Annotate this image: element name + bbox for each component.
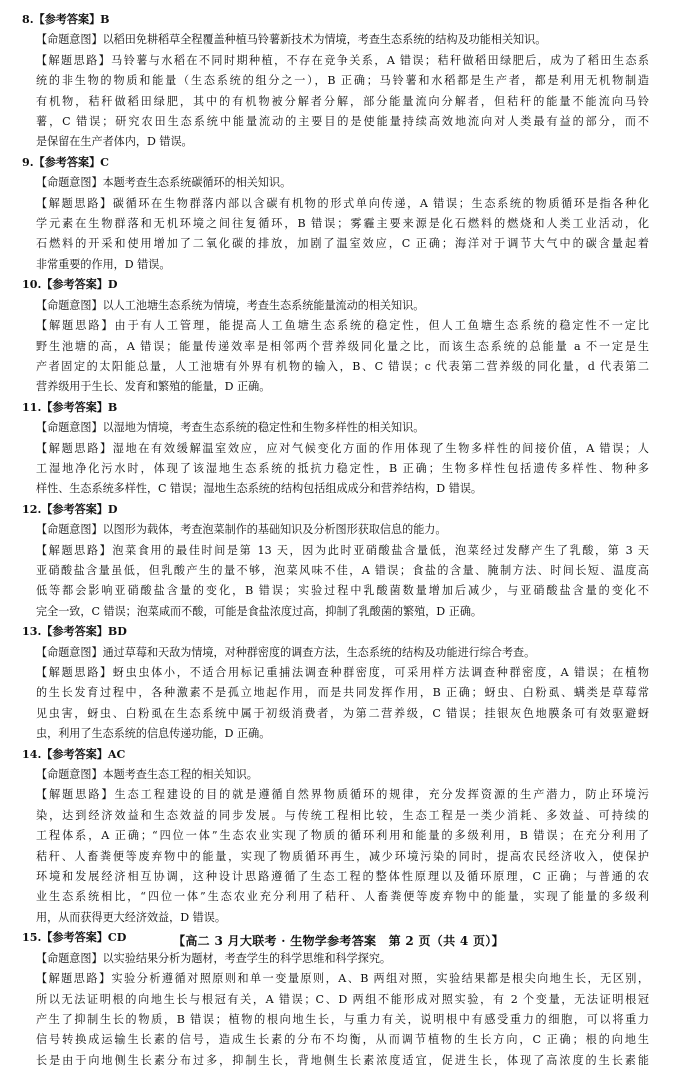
question-intent: 【命题意图】以稻田免耕稻草全程覆盖种植马铃薯新技术为情境，考查生态系统的结构及功能相关知识。	[36, 33, 547, 47]
analysis-line: 工湿地净化污水时，体现了该湿地生态系统的抵抗力稳定性，B 正确；生物多样性包括遗传多样性、物种多	[36, 461, 649, 475]
analysis-line: 营养级用于生长、发育和繁殖的能量，D 正确。	[36, 380, 271, 394]
analysis-line: 学元素在生物群落和无机环境之间往复循环，B 错误；雾霾主要来源是化石燃料的燃烧和人类工业活动，化	[36, 217, 649, 231]
analysis-line: 【解题思路】由于有人工管理，能提高人工鱼塘生态系统的稳定性，但人工鱼塘生态系统的稳定性不一定比	[36, 319, 649, 333]
question-intent: 【命题意图】本题考查生态系统碳循环的相关知识。	[36, 176, 292, 190]
analysis-line: 是保留在生产者体内，D 错误。	[36, 135, 193, 149]
analysis-line: 信号转换成运输生长素的信号，造成生长素的分布不均衡，从而调节植物的生长方向，C 正确；根的向地生	[36, 1033, 649, 1047]
question-block	[22, 10, 649, 153]
analysis-line: 【解题思路】蚜虫虫体小，不适合用标记重捕法调查种群密度，可采用样方法调查种群密度，A 错误；在植物	[36, 666, 649, 679]
page-footer: 【高二 3 月大联考 · 生物学参考答案 第 2 页（共 4 页）】	[173, 934, 504, 948]
analysis-line: 非常重要的作用，D 错误。	[36, 257, 171, 271]
analysis-line: 虫，利用了生态系统的信息传递功能，D 正确。	[36, 727, 271, 741]
question-number: 8.	[22, 13, 34, 26]
question-number: 9.	[22, 155, 34, 169]
analysis-line: 工程体系，A 正确；“四位一体”生态农业实现了物质的循环利用和能量的多级利用，B 错误；在充分利用了	[36, 829, 649, 843]
reference-answer: 【参考答案】CD	[41, 931, 127, 945]
analysis-line: 薯，C 错误；研究农田生态系统中能量流动的主要目的是使能量持续高效地流向对人类最有益的部分，而不	[36, 115, 649, 129]
reference-answer: 【参考答案】BD	[41, 625, 127, 639]
question-number: 11.	[22, 400, 42, 414]
question-number: 13.	[22, 625, 42, 639]
answer-line	[22, 622, 649, 642]
analysis-line: 低等都会影响亚硝酸盐含量的变化，B 错误；实验过程中乳酸菌数量增加后减少，与亚硝酸盐含量的变化不	[36, 584, 649, 598]
answer-line	[22, 275, 649, 295]
analysis-line: 【解题思路】生态工程建设的目的就是遵循自然界物质循环的规律，充分发挥资源的生产潜力，防止环境污	[36, 788, 649, 802]
question-block	[22, 153, 649, 275]
question-number: 14.	[22, 747, 42, 761]
reference-answer: 【参考答案】B	[33, 13, 110, 26]
analysis-line: 样性、生态系统多样性，C 错误；湿地生态系统的结构包括组成成分和营养结构，D 错误。	[36, 482, 483, 496]
answer-line	[22, 10, 649, 30]
analysis-line: 野生池塘的高，A 错误；能量传递效率是相邻两个营养级同化量之比，而该生态系统的总能量 a 不一定是生	[36, 339, 649, 353]
analysis-line: 业生态系统相比，“四位一体”生态农业充分利用了秸秆、人畜粪便等废弃物中的能量，实现了能量的多级利	[36, 890, 649, 904]
reference-answer: 【参考答案】AC	[41, 747, 126, 761]
analysis-line: 亚硝酸盐含量虽低，但乳酸产生的量不够，泡菜风味不佳，A 错误；食盐的含量、腌制方法、时间长短、温度高	[36, 563, 649, 577]
analysis-line: 【解题思路】碳循环在生物群落内部以含碳有机物的形式单向传递，A 错误；生态系统的物质循环是指各种化	[36, 196, 649, 210]
question-number: 12.	[22, 502, 42, 516]
analysis-line: 染，达到经济效益和生态效益的同步发展。与传统工程相比较，生态工程是一类少消耗、多效益、可持续的	[36, 808, 649, 822]
reference-answer: 【参考答案】D	[41, 278, 118, 292]
analysis-line: 【解题思路】湿地在有效缓解温室效应，应对气候变化方面的作用体现了生物多样性的间接价值，A 错误；人	[36, 441, 649, 455]
analysis-line: 的生长发育过程中，各种激素不是孤立地起作用，而是共同发挥作用，B 正确；蚜虫、白粉虱、螨类是草莓常	[36, 686, 649, 700]
question-intent: 【命题意图】以人工池塘生态系统为情境，考查生态系统能量流动的相关知识。	[36, 298, 425, 312]
answer-line	[22, 745, 649, 765]
reference-answer: 【参考答案】C	[33, 155, 109, 169]
analysis-line: 用，从而获得更大经济效益，D 错误。	[36, 910, 226, 924]
question-intent: 【命题意图】本题考查生态工程的相关知识。	[36, 768, 258, 782]
analysis-line: 所以无法证明根的向地生长与根冠有关，A 错误；C、D 两组不能形成对照实验，有 2 个变量，无法证明根冠	[36, 992, 649, 1006]
analysis-line: 【解题思路】泡菜食用的最佳时间是第 13 天，因为此时亚硝酸盐含量低，泡菜经过发酵产生了乳酸，第 3 天	[36, 543, 649, 557]
answer-line	[22, 500, 649, 520]
question-block	[22, 398, 649, 500]
analysis-line: 见虫害，蚜虫、白粉虱在生态系统中属于初级消费者，为第二营养级，C 错误；挂银灰色地膜条可有效驱避蚜	[36, 706, 649, 720]
analysis-line: 【解题思路】实验分析遵循对照原则和单一变量原则，A、B 两组对照，实验结果都是根尖向地生长，无区别，	[36, 972, 649, 986]
reference-answer: 【参考答案】B	[41, 400, 118, 414]
reference-answer: 【参考答案】D	[41, 502, 118, 516]
analysis-line: 环境和发展经济相互协调，这种设计思路遵循了生态工程的整体性原理以及循环原理，C 正确；与普通的农	[36, 870, 649, 884]
question-block	[22, 275, 649, 397]
question-number: 10.	[22, 278, 42, 292]
analysis-line: 产生了抑制生长的物质，B 错误；植物的根向地生长，与重力有关，说明根中有感受重力的细胞，可以将重力	[36, 1012, 649, 1026]
question-block	[22, 500, 649, 622]
analysis-line: 长是由于向地侧生长素分布过多，抑制生长，背地侧生长素浓度适宜，促进生长，体现了高浓度的生长素能	[36, 1053, 649, 1067]
analysis-line: 完全一致，C 错误；泡菜咸而不酸，可能是食盐浓度过高，抑制了乳酸菌的繁殖，D 正确。	[36, 604, 483, 618]
question-block	[22, 928, 649, 1071]
question-block	[22, 745, 649, 929]
question-intent: 【命题意图】通过草莓和天敌为情境，对种群密度的调查方法，生态系统的结构及功能进行综合考查。	[36, 645, 536, 659]
analysis-line: 【解题思路】马铃薯与水稻在不同时期种植，不存在竞争关系，A 错误；秸秆做稻田绿肥后，成为了稻田生态系	[36, 53, 649, 67]
analysis-line: 统的非生物的物质和能量（生态系统的组分之一），B 正确；马铃薯和水稻都是生产者，都是利用无机物制造	[36, 74, 649, 88]
question-number: 15.	[22, 931, 42, 945]
question-block	[22, 622, 649, 744]
answer-line	[22, 153, 649, 173]
analysis-line: 秸秆、人畜粪便等废弃物中的能量，实现了物质循环再生，减少环境污染的同时，提高农民经济收入，使保护	[36, 849, 649, 863]
question-intent: 【命题意图】以实验结果分析为题材，考查学生的科学思维和科学探究。	[36, 951, 392, 965]
question-intent: 【命题意图】以湿地为情境，考查生态系统的稳定性和生物多样性的相关知识。	[36, 421, 425, 435]
analysis-line: 有机物，秸秆做稻田绿肥，其中的有机物被分解者分解，部分能量流向分解者，但秸秆的能量不能流向马铃	[36, 94, 649, 108]
question-intent: 【命题意图】以图形为载体，考查泡菜制作的基础知识及分析图形获取信息的能力。	[36, 523, 447, 537]
analysis-line: 石燃料的开采和使用增加了二氧化碳的排放，加剧了温室效应，C 正确；海洋对于调节大气中的碳含量起着	[36, 237, 649, 251]
answer-line	[22, 398, 649, 418]
analysis-line: 产者固定的太阳能总量，人工池塘有外界有机物的输入，B、C 错误；c 代表第二营养级的同化量，d 代表第二	[36, 359, 649, 373]
